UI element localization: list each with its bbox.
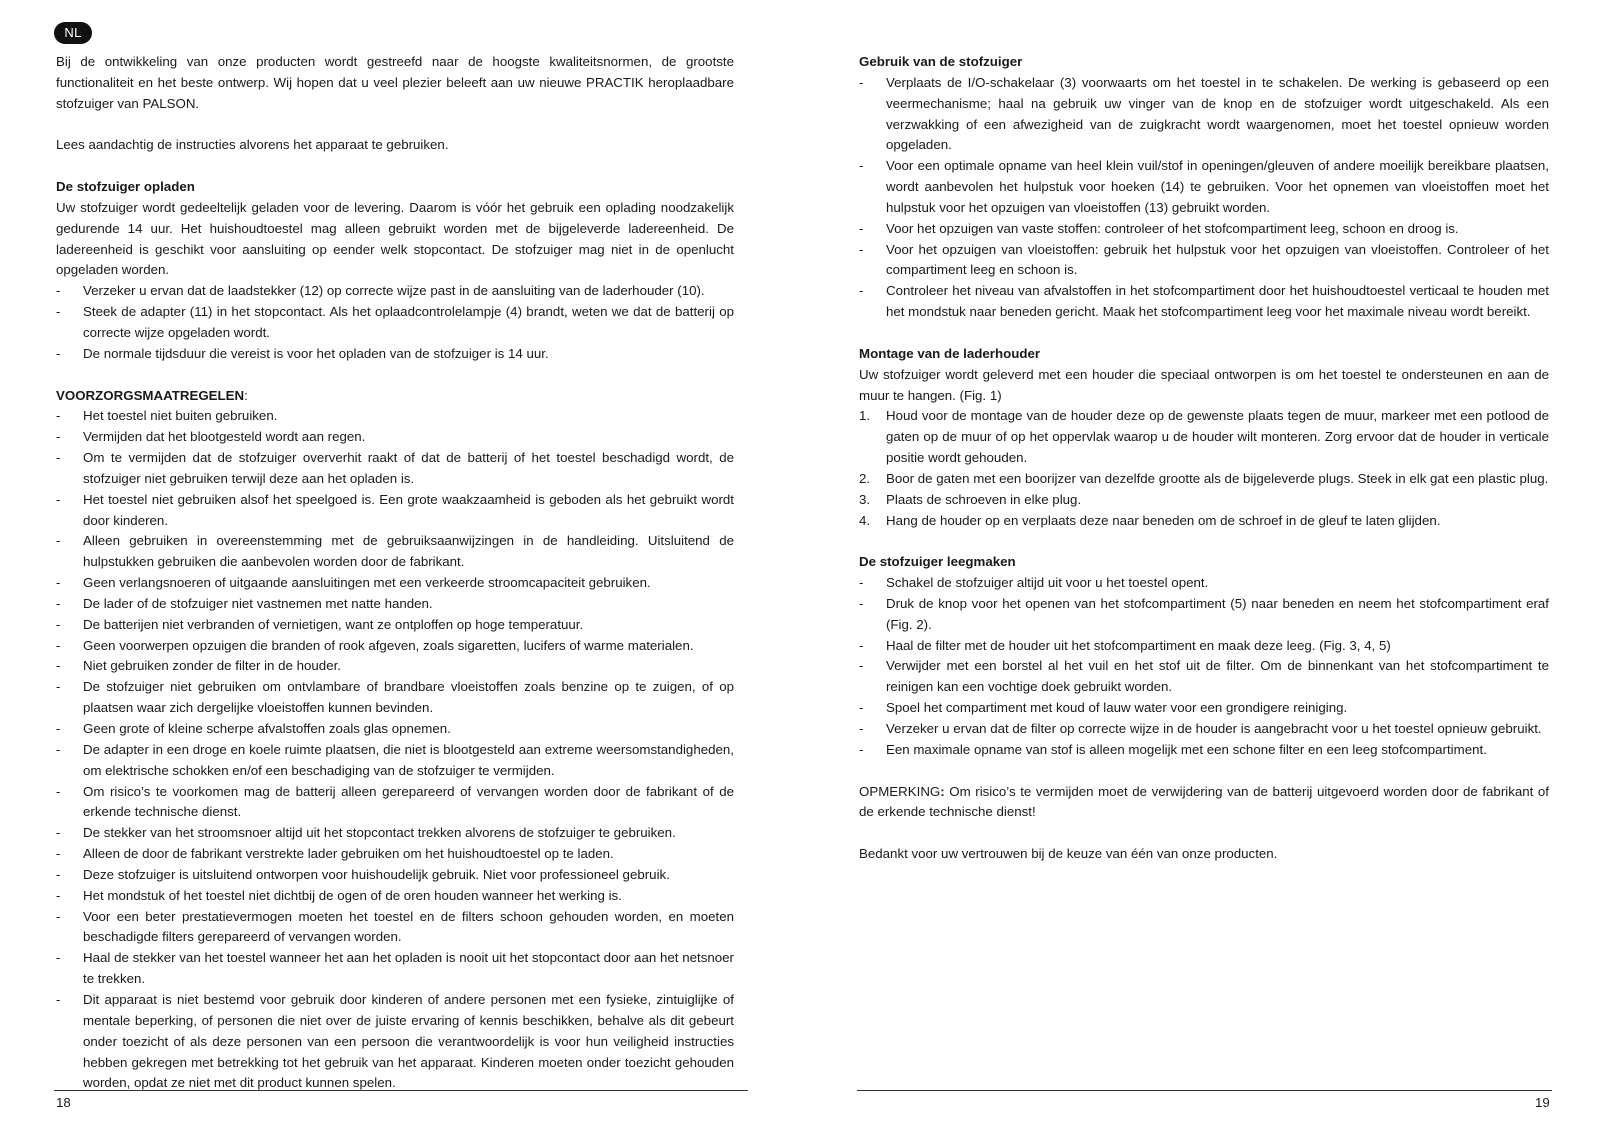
list-item: - Controleer het niveau van afvalstoffen in het stofcompartiment door het huishoudtoestel verticaal te houden met het mondstuk naar beneden gericht. Maak het stofcompartiment leeg voor het maximale niveau wordt bereikt.	[859, 283, 1549, 320]
list-item: 1. Houd voor de montage van de houder deze op de gewenste plaats tegen de muur, markeer met een potlood de gaten op de muur of op het oppervlak waarop u de houder wilt monteren. Zorg ervoor dat de houder in verticale positie wordt gehouden.	[859, 408, 1549, 466]
right-footer-rule	[857, 1090, 1552, 1091]
list-item: - Voor het opzuigen van vaste stoffen: controleer of het stofcompartiment leeg, schoon en droog is.	[859, 220, 1459, 236]
list-item: - Verwijder met een borstel al het vuil en het stof uit de filter. Om de binnenkant van het stofcompartiment te reinigen kan een vochtige doek gebruikt worden.	[859, 658, 1549, 695]
list-item: - De stekker van het stroomsnoer altijd uit het stopcontact trekken alvorens de stofzuiger te gebruiken.	[56, 825, 676, 841]
list-item: - De lader of de stofzuiger niet vastnemen met natte handen.	[56, 595, 433, 611]
list-item: - Het toestel niet buiten gebruiken.	[56, 408, 278, 424]
page-number-left: 18	[56, 1095, 71, 1110]
list-item: - Dit apparaat is niet bestemd voor gebruik door kinderen of andere personen met een fysieke, zintuiglijke of mentale beperking, of personen die niet over de juiste ervaring of kennis beschikken, behalve als dit gebeurt onder toezicht of als deze personen van een persoon die verantwoordelijk is voor hun veiligheid instructies hebben gekregen met betrekking tot het gebruik van het apparaat. Kinderen moeten onder toezicht gehouden worden, opdat ze niet met dit product kunnen spelen.	[56, 991, 734, 1091]
mounting-steps	[859, 406, 1549, 531]
left-footer-rule	[54, 1090, 748, 1091]
list-item: - De adapter in een droge en koele ruimte plaatsen, die niet is blootgesteld aan extreme weersomstandigheden, om elektrische schokken en/of een beschadiging van de stofzuiger te vermijden.	[56, 741, 734, 778]
charging-heading: De stofzuiger opladen	[56, 179, 195, 195]
list-item: - Om risico’s te voorkomen mag de batterij alleen gerepareerd of vervangen worden door de fabrikant of de erkende technische dienst.	[56, 783, 734, 820]
list-item: - Voor een optimale opname van heel klein vuil/stof in openingen/gleuven of andere moeilijk bereikbare plaatsen, wordt aanbevolen het hulpstuk voor hoeken (14) te gebruiken. Voor het opnemen van vloeistoffen moet het hulpstuk voor het opzuigen van vloeistoffen (13) gebruikt worden.	[859, 158, 1549, 215]
precautions-heading: VOORZORGSMAATREGELEN:	[56, 387, 248, 403]
list-item: - Verzeker u ervan dat de laadstekker (12) op correcte wijze past in de aansluiting van de laderhouder (10).	[56, 283, 705, 299]
list-item: - Haal de filter met de houder uit het stofcompartiment en maak deze leeg. (Fig. 3, 4, 5)	[859, 637, 1391, 653]
list-item: - Alleen gebruiken in overeenstemming met de gebruiksaanwijzingen in de handleiding. Uitsluitend de hulpstukken gebruiken die aanbevolen worden door de fabrikant.	[56, 533, 734, 570]
list-item: 2. Boor de gaten met een boorijzer van dezelfde grootte als de bijgeleverde plugs. Steek in elk gat een plastic plug.	[859, 470, 1549, 486]
list-item: - Niet gebruiken zonder de filter in de houder.	[56, 658, 341, 674]
list-item: - Voor het opzuigen van vloeistoffen: gebruik het hulpstuk voor het opzuigen van vloeistoffen. Controleer of het compartiment leeg en schoon is.	[859, 241, 1549, 278]
right-page-content	[859, 52, 1549, 865]
thanks-paragraph: Bedankt voor uw vertrouwen bij de keuze van één van onze producten.	[859, 846, 1278, 862]
use-list	[859, 73, 1549, 323]
charging-paragraph: Uw stofzuiger wordt gedeeltelijk geladen voor de levering. Daarom is vóór het gebruik een oplading noodzakelijk gedurende 14 uur. Het huishoudtoestel mag alleen gebruikt worden met de bijgeleverde ladereenheid. De ladereenheid is geschikt voor aansluiting op eender welk stopcontact. De stofzuiger mag niet in de openlucht opgeladen worden.	[56, 199, 734, 278]
list-item: - Het mondstuk of het toestel niet dichtbij de ogen of de oren houden wanneer het werking is.	[56, 887, 622, 903]
list-item: - Het toestel niet gebruiken alsof het speelgoed is. Een grote waakzaamheid is geboden als het gebruikt wordt door kinderen.	[56, 491, 734, 528]
list-item: - Geen grote of kleine scherpe afvalstoffen zoals glas opnemen.	[56, 721, 451, 736]
list-item: - Geen voorwerpen opzuigen die branden of rook afgeven, zoals sigaretten, lucifers of warme materialen.	[56, 637, 694, 653]
mounting-heading: Montage van de laderhouder	[859, 345, 1041, 361]
read-instructions-note: Lees aandachtig de instructies alvorens het apparaat te gebruiken.	[56, 137, 449, 153]
remark-paragraph: OPMERKING: Om risico’s te vermijden moet de verwijdering van de batterij uitgevoerd worden door de fabrikant of de erkende technische dienst!	[859, 783, 1549, 820]
list-item: - Een maximale opname van stof is alleen mogelijk met een schone filter en een leeg stofcompartiment.	[859, 741, 1487, 757]
list-item: - Schakel de stofzuiger altijd uit voor u het toestel opent.	[859, 575, 1209, 591]
list-item: - Spoel het compartiment met koud of lauw water voor een grondigere reiniging.	[859, 700, 1348, 716]
precautions-list	[56, 406, 734, 1094]
remark-label: OPMERKING	[859, 783, 941, 799]
list-item: - Haal de stekker van het toestel wanneer het aan het opladen is nooit uit het stopcontact door aan het netsnoer te trekken.	[56, 950, 734, 987]
list-item: - Vermijden dat het blootgesteld wordt aan regen.	[56, 429, 366, 445]
emptying-heading: De stofzuiger leegmaken	[859, 554, 1016, 570]
page-number-right: 19	[1535, 1095, 1550, 1110]
list-item: - De normale tijdsduur die vereist is voor het opladen van de stofzuiger is 14 uur.	[56, 345, 549, 361]
language-badge: NL	[54, 22, 92, 44]
list-item: - De stofzuiger niet gebruiken om ontvlambare of brandbare vloeistoffen zoals benzine op te zuigen, of op plaatsen waar zich dergelijke vloeistoffen kunnen bevinden.	[56, 679, 734, 716]
intro-paragraph: Bij de ontwikkeling van onze producten wordt gestreefd naar de hoogste kwaliteitsnormen, de grootste functionaliteit en het beste ontwerp. Wij hopen dat u veel plezier beleeft aan uw nieuwe PRACTIK heroplaadbare stofzuiger van PALSON.	[56, 54, 734, 111]
list-item: - Verzeker u ervan dat de filter op correcte wijze in de houder is aangebracht voor u het toestel opnieuw gebruikt.	[859, 721, 1542, 736]
list-item: 3. Plaats de schroeven in elke plug.	[859, 491, 1082, 507]
list-item: - Alleen de door de fabrikant verstrekte lader gebruiken om het huishoudtoestel op te laden.	[56, 846, 614, 862]
emptying-list	[859, 573, 1549, 761]
list-item: - Geen verlangsnoeren of uitgaande aansluitingen met een verkeerde stroomcapaciteit gebruiken.	[56, 575, 651, 591]
list-item: - De batterijen niet verbranden of vernietigen, want ze ontploffen op hoge temperatuur.	[56, 616, 584, 632]
left-page-content	[56, 52, 734, 1094]
list-item: 4. Hang de houder op en verplaats deze naar beneden om de schroef in de gleuf te laten glijden.	[859, 512, 1441, 528]
use-heading: Gebruik van de stofzuiger	[859, 54, 1023, 69]
list-item: - Druk de knop voor het openen van het stofcompartiment (5) naar beneden en neem het stofcompartiment eraf (Fig. 2).	[859, 595, 1549, 632]
list-item: - Om te vermijden dat de stofzuiger oververhit raakt of dat de batterij of het toestel beschadigd wordt, de stofzuiger niet gebruiken terwijl deze aan het opladen is.	[56, 450, 734, 486]
list-item: - Verplaats de I/O-schakelaar (3) voorwaarts om het toestel in te schakelen. De werking is gebaseerd op een veermechanisme; haal na gebruik uw vinger van de knop en de stofzuiger wordt uitgeschakeld. Als een verzwakking of een afwezigheid van de zuigkracht wordt waargenomen, moet het toestel opnieuw worden opgeladen.	[859, 74, 1549, 153]
list-item: - Deze stofzuiger is uitsluitend ontworpen voor huishoudelijk gebruik. Niet voor professioneel gebruik.	[56, 866, 670, 882]
list-item: - Voor een beter prestatievermogen moeten het toestel en de filters schoon gehouden worden, en moeten beschadigde filters gerepareerd of vervangen worden.	[56, 908, 734, 945]
mounting-paragraph: Uw stofzuiger wordt geleverd met een houder die speciaal ontworpen is om het toestel te ondersteunen en aan de muur te hangen. (Fig. 1)	[859, 366, 1549, 403]
charging-list	[56, 281, 734, 364]
list-item: - Steek de adapter (11) in het stopcontact. Als het oplaadcontrolelampje (4) brandt, weten we dat de batterij op correcte wijze opgeladen wordt.	[56, 304, 734, 340]
